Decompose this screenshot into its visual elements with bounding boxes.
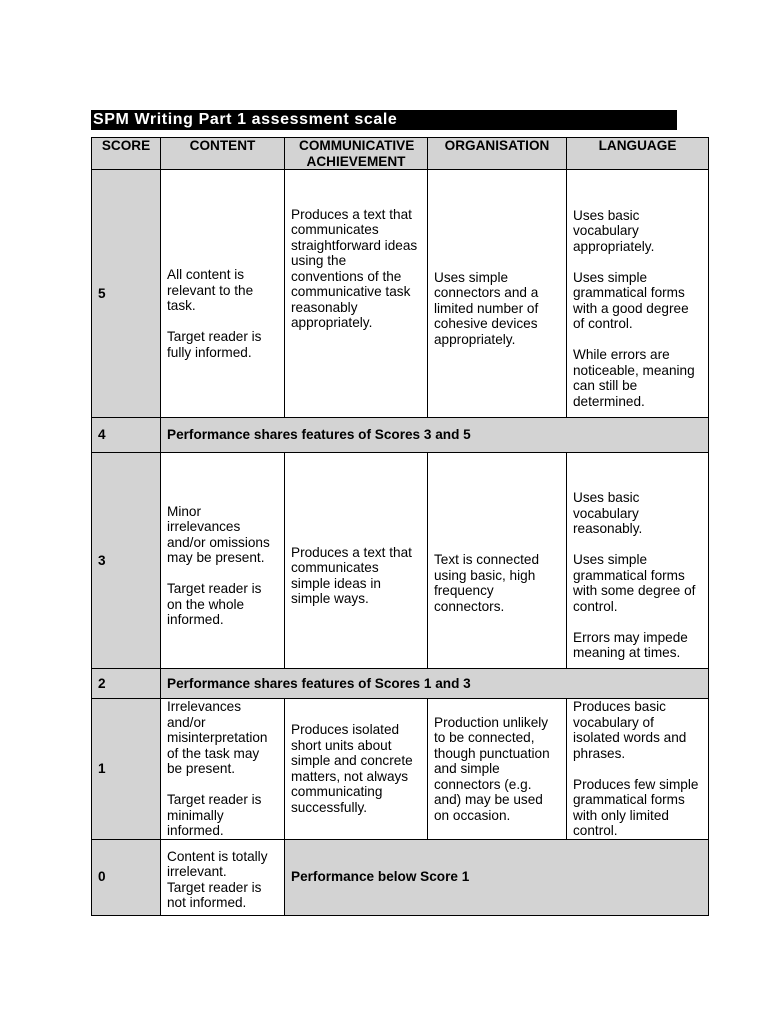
score-cell: 5 — [92, 170, 161, 418]
language-cell — [567, 699, 709, 840]
table-row-score-0 — [92, 839, 709, 915]
content-cell — [161, 839, 285, 915]
score-cell: 1 — [92, 699, 161, 840]
score-cell: 3 — [92, 453, 161, 669]
band-cell: Performance below Score 1 — [285, 839, 709, 915]
assessment-scale-table — [91, 137, 709, 916]
score-cell: 2 — [92, 669, 161, 699]
table-row-score-2 — [92, 669, 709, 699]
header-row — [92, 138, 709, 170]
content-text: Target reader is fully informed. — [167, 329, 262, 360]
organisation-cell: Production unlikely to be connected, though punctuation and simple connectors (e.g. and) may be used on occasion. — [428, 699, 567, 840]
content-text: Irrelevances and/or misinterpretation of the task may be present. — [167, 699, 268, 776]
communicative-cell: Produces isolated short units about simple and concrete matters, not always communicating successfully. — [285, 699, 428, 840]
organisation-cell: Text is connected using basic, high frequency connectors. — [428, 453, 567, 669]
language-cell — [567, 170, 709, 418]
content-cell — [161, 453, 285, 669]
score-cell: 0 — [92, 839, 161, 915]
language-cell — [567, 453, 709, 669]
content-text: Target reader is on the whole informed. — [167, 581, 262, 627]
header-content: CONTENT — [161, 138, 285, 170]
communicative-cell: Produces a text that communicates straightforward ideas using the conventions of the communicative task reasonably appropriately. — [285, 170, 428, 418]
language-text: While errors are noticeable, meaning can still be determined. — [573, 347, 695, 409]
header-communicative-achievement: COMMUNICATIVE ACHIEVEMENT — [285, 138, 428, 170]
content-text: All content is relevant to the task. — [167, 267, 254, 313]
document-title: SPM Writing Part 1 assessment scale — [91, 110, 677, 130]
organisation-cell: Uses simple connectors and a limited number of cohesive devices appropriately. — [428, 170, 567, 418]
table-row-score-5 — [92, 170, 709, 418]
score-cell: 4 — [92, 418, 161, 453]
content-cell — [161, 699, 285, 840]
content-text: Target reader is not informed. — [167, 879, 262, 910]
language-text: Uses basic vocabulary appropriately. — [573, 207, 655, 254]
communicative-cell: Produces a text that communicates simple ideas in simple ways. — [285, 453, 428, 669]
band-cell: Performance shares features of Scores 1 and 3 — [161, 669, 709, 699]
language-text: Uses basic vocabulary reasonably. — [573, 490, 643, 537]
language-text: Uses simple grammatical forms with some degree of control. — [573, 552, 696, 614]
header-language: LANGUAGE — [567, 138, 709, 170]
content-cell — [161, 170, 285, 418]
content-text: Target reader is minimally informed. — [167, 792, 262, 838]
language-text: Produces few simple grammatical forms with only limited control. — [573, 776, 699, 838]
header-organisation: ORGANISATION — [428, 138, 567, 170]
header-score: SCORE — [92, 138, 161, 170]
band-cell: Performance shares features of Scores 3 and 5 — [161, 418, 709, 453]
table-row-score-1 — [92, 699, 709, 840]
content-text: Content is totally irrelevant. — [167, 848, 268, 879]
table-row-score-4 — [92, 418, 709, 453]
content-text: Minor irrelevances and/or omissions may be present. — [167, 503, 270, 565]
language-text: Uses simple grammatical forms with a good degree of control. — [573, 269, 689, 332]
language-text: Errors may impede meaning at times. — [573, 629, 688, 661]
table-row-score-3 — [92, 453, 709, 669]
language-text: Produces basic vocabulary of isolated words and phrases. — [573, 699, 687, 761]
